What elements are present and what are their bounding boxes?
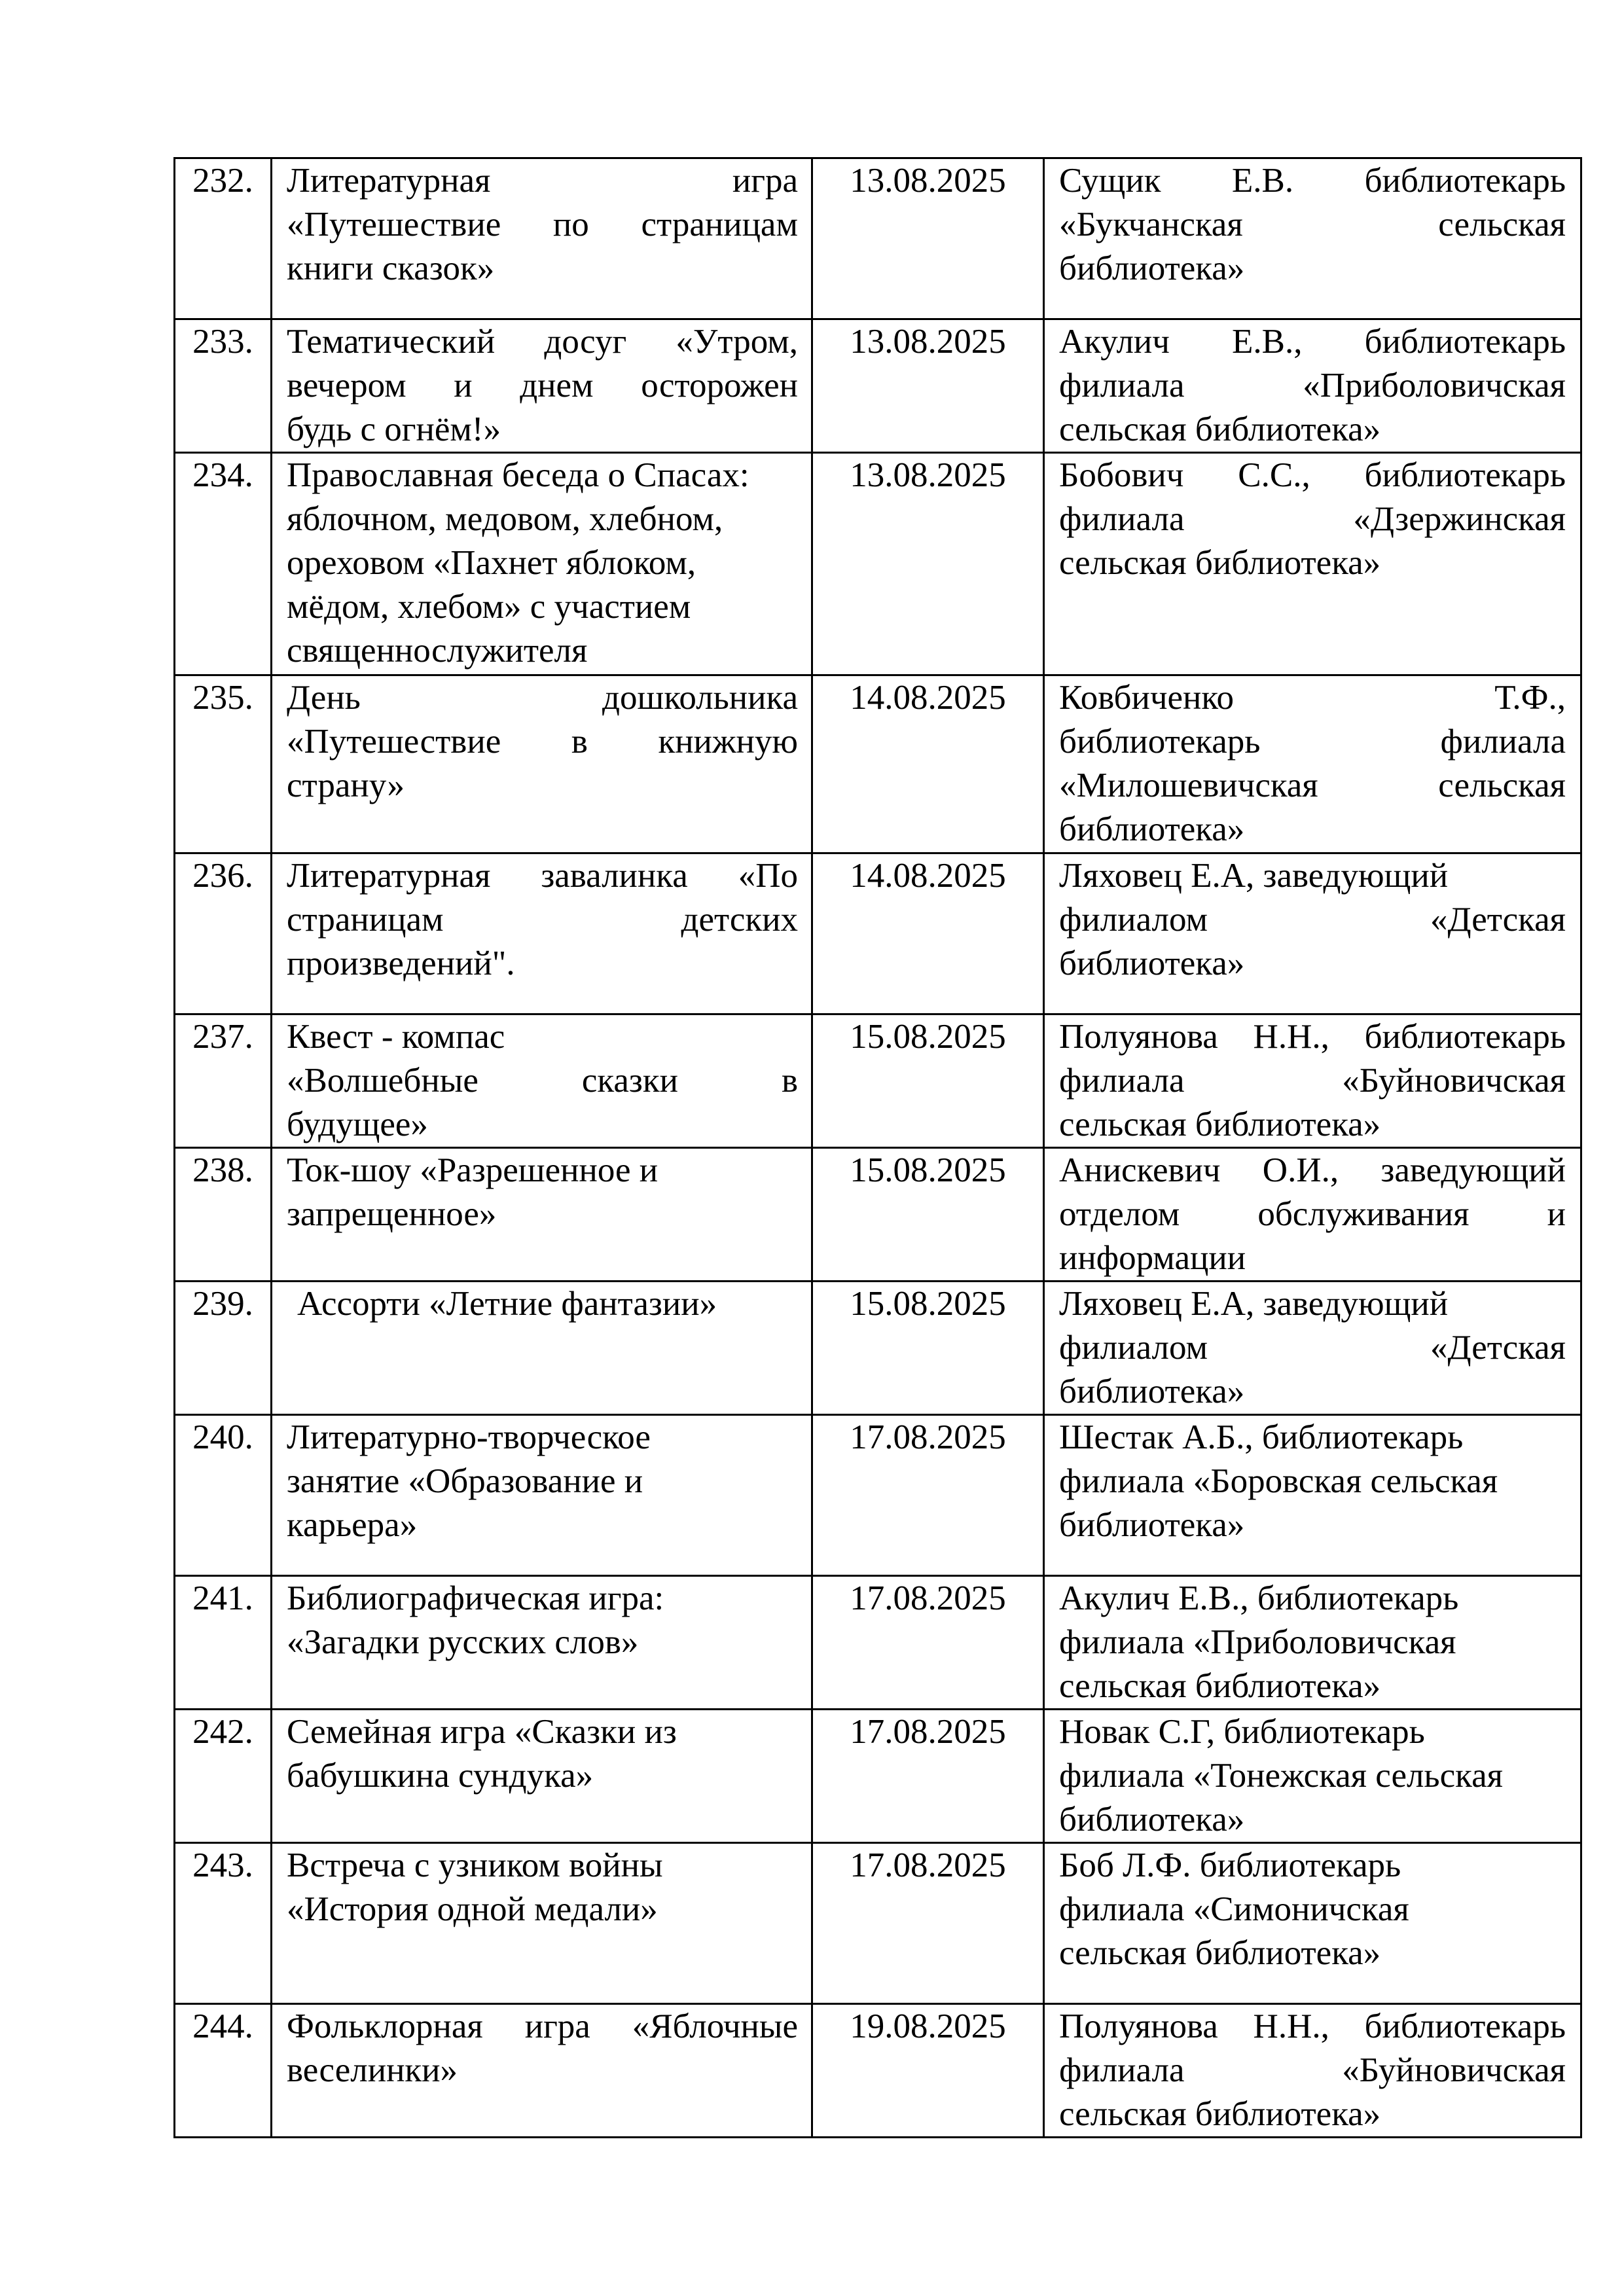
cell-line: книги сказок» [287, 249, 495, 287]
event-date: 17.08.2025 [812, 1710, 1044, 1843]
table-row [175, 1148, 1581, 1282]
event-date: 14.08.2025 [812, 853, 1044, 1014]
cell-line: Боб Л.Ф. библиотекарь [1059, 1846, 1401, 1884]
row-number: 242. [175, 1710, 272, 1843]
cell-line: филиала «Буйновичская [1059, 2051, 1566, 2089]
cell-line: веселинки» [287, 2051, 458, 2089]
event-title-cell [272, 1710, 812, 1843]
event-title-cell [272, 453, 812, 675]
cell-line: Фольклорная игра «Яблочные [287, 2007, 798, 2045]
table-row [175, 1014, 1581, 1148]
row-number: 232. [175, 158, 272, 319]
cell-line: библиотека» [1059, 1801, 1245, 1839]
event-title-cell [272, 158, 812, 319]
responsible-cell [1044, 1415, 1581, 1576]
cell-line: библиотека» [1059, 810, 1245, 848]
event-title-cell [272, 1576, 812, 1710]
table-row [175, 2004, 1581, 2138]
cell-line: День дошкольника [287, 679, 798, 717]
event-title-cell [272, 2004, 812, 2138]
responsible-cell [1044, 319, 1581, 453]
cell-line: яблочном, медовом, хлебном, [287, 500, 723, 538]
table-row [175, 453, 1581, 675]
event-date: 15.08.2025 [812, 1148, 1044, 1282]
cell-line: библиотека» [1059, 1506, 1245, 1544]
cell-line: ореховом «Пахнет яблоком, [287, 544, 696, 582]
event-title-cell [272, 853, 812, 1014]
cell-line: сельская библиотека» [1059, 1105, 1381, 1143]
cell-line: «Милошевичская сельская [1059, 766, 1566, 804]
cell-line: Анискевич О.И., заведующий [1059, 1151, 1566, 1189]
cell-line: филиала «Дзержинская [1059, 500, 1566, 538]
cell-line: произведений". [287, 944, 515, 982]
event-date: 13.08.2025 [812, 158, 1044, 319]
cell-line: «Букчанская сельская [1059, 206, 1566, 243]
cell-line: сельская библиотека» [1059, 544, 1381, 582]
responsible-cell [1044, 853, 1581, 1014]
cell-line: Встреча с узником войны [287, 1846, 663, 1884]
cell-line: Литературно-творческое [287, 1418, 651, 1456]
row-number: 236. [175, 853, 272, 1014]
event-title-cell [272, 675, 812, 853]
event-title-cell [272, 1415, 812, 1576]
cell-line: Библиографическая игра: [287, 1579, 664, 1617]
responsible-cell [1044, 1148, 1581, 1282]
event-date: 14.08.2025 [812, 675, 1044, 853]
cell-line: Акулич Е.В., библиотекарь [1059, 1579, 1459, 1617]
cell-line: библиотекарь филиала [1059, 723, 1566, 761]
cell-line: священнослужителя [287, 632, 588, 670]
table-row [175, 1843, 1581, 2004]
cell-line: Полуянова Н.Н., библиотекарь [1059, 2007, 1566, 2045]
row-number: 237. [175, 1014, 272, 1148]
row-number: 240. [175, 1415, 272, 1576]
table-row [175, 1576, 1581, 1710]
cell-line: филиала «Приболовичская [1059, 367, 1566, 404]
cell-line: Полуянова Н.Н., библиотекарь [1059, 1018, 1566, 1056]
table-row [175, 675, 1581, 853]
cell-line: «История одной медали» [287, 1890, 658, 1928]
table-row [175, 1415, 1581, 1576]
row-number: 235. [175, 675, 272, 853]
event-title-cell [272, 319, 812, 453]
cell-line: страну» [287, 766, 405, 804]
event-date: 17.08.2025 [812, 1843, 1044, 2004]
cell-line: Ассорти «Летние фантазии» [297, 1285, 717, 1323]
responsible-cell [1044, 453, 1581, 675]
responsible-cell [1044, 158, 1581, 319]
responsible-cell [1044, 675, 1581, 853]
cell-line: Новак С.Г, библиотекарь [1059, 1713, 1425, 1751]
table-row [175, 319, 1581, 453]
responsible-cell [1044, 1710, 1581, 1843]
cell-line: сельская библиотека» [1059, 410, 1381, 448]
cell-line: библиотека» [1059, 1372, 1245, 1410]
cell-line: сельская библиотека» [1059, 1934, 1381, 1972]
event-date: 17.08.2025 [812, 1415, 1044, 1576]
cell-line: мёдом, хлебом» с участием [287, 588, 691, 626]
event-title-cell [272, 1014, 812, 1148]
events-table [173, 157, 1582, 2138]
cell-line: Сущик Е.В. библиотекарь [1059, 162, 1566, 200]
cell-line: «Путешествие в книжную [287, 723, 798, 761]
cell-line: информации [1059, 1239, 1246, 1277]
cell-line: филиала «Приболовичская [1059, 1623, 1456, 1661]
cell-line: «Путешествие по страницам [287, 206, 798, 243]
cell-line: Ляховец Е.А, заведующий [1059, 857, 1449, 895]
event-title-cell [272, 1148, 812, 1282]
cell-line: отделом обслуживания и [1059, 1195, 1566, 1233]
cell-line: вечером и днем осторожен [287, 367, 798, 404]
row-number: 239. [175, 1282, 272, 1415]
responsible-cell [1044, 1014, 1581, 1148]
cell-line: Ляховец Е.А, заведующий [1059, 1285, 1449, 1323]
row-number: 243. [175, 1843, 272, 2004]
responsible-cell [1044, 1843, 1581, 2004]
event-date: 15.08.2025 [812, 1282, 1044, 1415]
event-date: 17.08.2025 [812, 1576, 1044, 1710]
cell-line: филиала «Симоничская [1059, 1890, 1409, 1928]
cell-line: филиала «Боровская сельская [1059, 1462, 1498, 1500]
cell-line: Литературная завалинка «По [287, 857, 798, 895]
cell-line: Шестак А.Б., библиотекарь [1059, 1418, 1464, 1456]
cell-line: бабушкина сундука» [287, 1757, 594, 1795]
cell-line: «Загадки русских слов» [287, 1623, 639, 1661]
cell-line: сельская библиотека» [1059, 1667, 1381, 1705]
responsible-cell [1044, 1282, 1581, 1415]
row-number: 234. [175, 453, 272, 675]
event-date: 13.08.2025 [812, 453, 1044, 675]
cell-line: Ковбиченко Т.Ф., [1059, 679, 1566, 717]
cell-line: филиалом «Детская [1059, 901, 1566, 939]
cell-line: библиотека» [1059, 944, 1245, 982]
row-number: 238. [175, 1148, 272, 1282]
row-number: 241. [175, 1576, 272, 1710]
cell-line: филиала «Буйновичская [1059, 1062, 1566, 1100]
table-row [175, 1710, 1581, 1843]
row-number: 233. [175, 319, 272, 453]
event-title-cell [272, 1282, 812, 1415]
cell-line: Акулич Е.В., библиотекарь [1059, 323, 1566, 361]
cell-line: Ток-шоу «Разрешенное и [287, 1151, 659, 1189]
event-date: 15.08.2025 [812, 1014, 1044, 1148]
event-date: 13.08.2025 [812, 319, 1044, 453]
responsible-cell [1044, 2004, 1581, 2138]
cell-line: сельская библиотека» [1059, 2095, 1381, 2133]
cell-line: филиала «Тонежская сельская [1059, 1757, 1503, 1795]
event-title-cell [272, 1843, 812, 2004]
row-number: 244. [175, 2004, 272, 2138]
cell-line: библиотека» [1059, 249, 1245, 287]
responsible-cell [1044, 1576, 1581, 1710]
table-row [175, 1282, 1581, 1415]
cell-line: занятие «Образование и [287, 1462, 643, 1500]
cell-line: страницам детских [287, 901, 798, 939]
cell-line: Бобович С.С., библиотекарь [1059, 456, 1566, 494]
table-row [175, 853, 1581, 1014]
cell-line: будь с огнём!» [287, 410, 501, 448]
cell-line: Семейная игра «Сказки из [287, 1713, 677, 1751]
cell-line: Тематический досуг «Утром, [287, 323, 798, 361]
cell-line: Православная беседа о Спасах: [287, 456, 749, 494]
cell-line: филиалом «Детская [1059, 1329, 1566, 1367]
event-date: 19.08.2025 [812, 2004, 1044, 2138]
cell-line: карьера» [287, 1506, 418, 1544]
cell-line: будущее» [287, 1105, 428, 1143]
cell-line: «Волшебные сказки в [287, 1062, 798, 1100]
cell-line: запрещенное» [287, 1195, 497, 1233]
cell-line: Литературная игра [287, 162, 798, 200]
cell-line: Квест - компас [287, 1018, 505, 1056]
events-table-body [175, 158, 1581, 2138]
table-row [175, 158, 1581, 319]
